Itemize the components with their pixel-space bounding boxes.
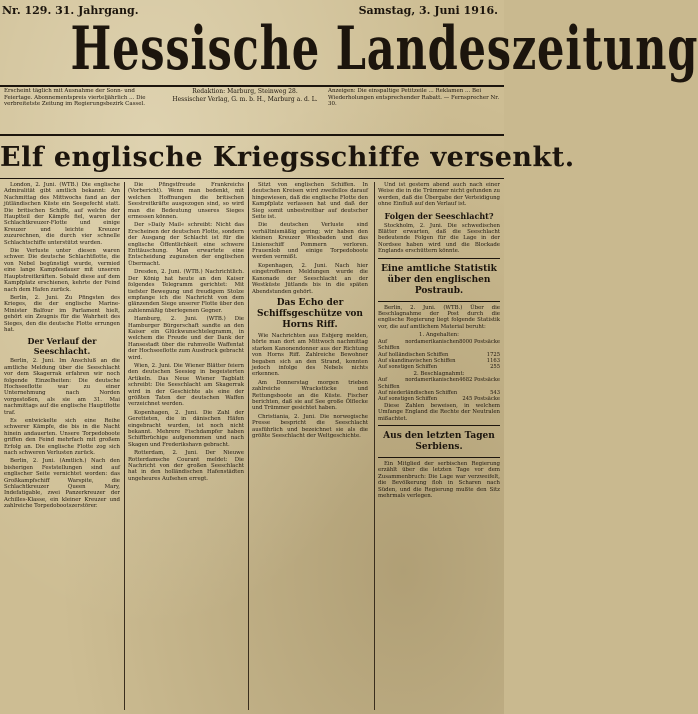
issue-date: Samstag, 3. Juni 1916. — [358, 4, 498, 17]
section-heading: Aus den letzten Tagen Serbiens. — [383, 430, 495, 452]
table-cell: Auf sonstigen Schiffen — [378, 396, 438, 403]
table-cell: 1163 — [486, 357, 500, 364]
table-cell: Auf skandinavischen Schiffen — [378, 357, 456, 364]
article-paragraph: Berlin, 2. Juni. (WTB.) Über die Beschlagnahme der Post durch die englische Regierung liegt folgende Statistik vor, die auf amtlichem Material beruht: — [378, 304, 500, 330]
main-headline: Elf englische Kriegsschiffe versenkt. — [0, 142, 575, 173]
article-paragraph: Dresden, 2. Juni. (WTB.) Nachrichtlich. Der König hat heute an den Kaiser folgendes Telegramm gerichtet: Mit tiefster Bewegung und freudigem Stolze empfange ich die Nachricht von dem glänzenden Siege unserer Flotte über den zahlenmäßig überlegenen Gegner. — [128, 269, 244, 314]
table-cell: 4682 Postsäcke — [459, 377, 500, 384]
article-paragraph: Wien, 2. Juni. Die Wiener Blätter feiern den deutschen Seesieg in begeisterten Artikeln. Das Neue Wiener Tagblatt schreibt: Die Seeschlacht am Skagerrak wird in der Geschichte als eine der größten Taten der deutschen Waffen verzeichnet werden. — [128, 362, 244, 408]
article-paragraph: Die Verluste unter diesen waren schwer. Die deutsche Schlachtflotte, die von Nebel begünstigt wurde, vermied eine lange Kampfesdauer mit unseren Hauptstreitkräften. Sobald diese auf dem Kampfplatz erschienen, kehrte der Feind nach dem Hafen zurück. — [4, 248, 120, 293]
article-box — [378, 425, 500, 458]
article-paragraph: Die deutschen Verluste sind verhältnismäßig gering; wir haben den kleinen Kreuzer Wiesbaden und das Linienschiff Pommern verloren. Frauenlob und einige Torpedoboote werden vermißt. — [252, 222, 368, 261]
column-divider — [124, 182, 125, 710]
table-cell: 245 Postsäcke — [462, 396, 500, 403]
column-divider — [374, 182, 375, 710]
table-cell: Auf nordamerikanischen Schiffen — [378, 338, 460, 352]
publisher-address: Hessischer Verlag, G. m. b. H., Marburg a. d. L. — [172, 96, 318, 103]
table-cell: Auf holländischen Schiffen — [378, 351, 449, 358]
article-paragraph: Christiania, 2. Juni. Die norwegische Presse bespricht die Seeschlacht ausführlich und bezeichnet sie als die größte Seeschlacht der Weltgeschichte. — [252, 413, 368, 439]
article-paragraph: Am Donnerstag morgen trieben zahlreiche Wrackstücke und Rettungsboote an die Küste. Fischer berichten, daß sie auf See große Ölflecke und Trümmer gesichtet haben. — [252, 379, 368, 412]
masthead-rule — [0, 85, 504, 87]
article-paragraph: Rotterdam, 2. Juni. Der Nieuwe Rotterdamsche Courant meldet: Die Nachricht von der großen Seeschlacht hat in den holländischen Hafenstädten ungeheures Aufsehen erregt. — [128, 450, 244, 482]
article-paragraph: Hamburg, 2. Juni. (WTB.) Die Hamburger Bürgerschaft sandte an den Kaiser ein Glückwunschtelegramm, in welchem die Freude und der Dank der Hansestadt über die ruhmvolle Waffentat der Hochseeflotte zum Ausdruck gebracht wird. — [128, 316, 244, 361]
article-paragraph: Sitzt von englischen Schiffen. In deutschen Kreisen wird zweifellos darauf hingewiesen, daß die englische Flotte den Kampfplatz verlassen hat und daß der Sieg somit unbestreitbar auf deutscher Seite ist. — [252, 182, 368, 221]
section-heading: Eine amtliche Statistik über den englischen Postraub. — [381, 263, 497, 296]
section-heading: Folgen der Seeschlacht? — [384, 210, 494, 221]
article-paragraph: Die Pfingstfreude Frankreichs (Vorbericht). Wenn man bedenkt, mit welchen Hoffnungen die britischen Seestreitkräfte ausgezogen sind, so wird man die Bedeutung unseres Sieges ermessen können. — [128, 182, 244, 221]
statistics-table-2 — [378, 377, 500, 403]
statistics-box — [378, 258, 500, 302]
subheader-rule — [0, 134, 504, 136]
article-paragraph: Berlin, 2. Juni. (Amtlich.) Nach den bisherigen Feststellungen sind auf englischer Seite vernichtet worden: das Großkampfschiff Warspite, die Schlachtkreuzer Queen Mary, Indefatigable, zwei Panzerkreuzer der Achilles-Klasse, ein kleiner Kreuzer und zahlreiche Torpedobootszerstörer. — [4, 458, 120, 510]
section-heading: Das Echo der Schiffsgeschütze von Horns Riff. — [257, 297, 363, 330]
article-paragraph: London, 2. Juni. (WTB.) Die englische Admiralität gibt amtlich bekannt: Am Nachmittag des Mittwochs fand an der jütländischen Küste ein Seegefecht statt. Die britischen Schiffe, auf welche der Hauptteil der Kämpfe fiel, waren der Schlachtkreuzer-Flotte und einige Kreuzer und leichte Kreuzer zuzurechnen, die durch vier schnelle Schlachtschiffe unterstützt wurden. — [4, 182, 120, 246]
article-column-3 — [252, 182, 368, 710]
issue-number: Nr. 129. 31. Jahrgang. — [2, 4, 139, 17]
article-paragraph: Kopenhagen, 2. Juni. Die Zahl der Geretteten, die in dänischen Häfen eingebracht wurden, ist noch nicht bekannt. Mehrere Fischdampfer haben Schiffbrüchige aufgenommen und nach Skagen und Frederikshavn gebracht. — [128, 409, 244, 448]
headline-rule — [0, 178, 504, 179]
masthead-title: Hessische Landeszeitung — [70, 14, 698, 84]
table-cell: Auf sonstigen Schiffen — [378, 364, 438, 371]
editorial-address: Redaktion: Marburg, Steinweg 28. — [192, 88, 298, 95]
table-heading: 1. Angehalten: — [419, 332, 459, 339]
article-paragraph: Ein Mitglied der serbischen Regierung erzählt über die letzten Tage vor dem Zusammenbruch: Die Lage war verzweifelt, die Bevölkerung floh in Scharen nach Süden, und die Regierung mußte den Sitz mehrmals verlegen. — [378, 460, 500, 499]
article-column-4 — [378, 182, 500, 710]
article-column-1 — [4, 182, 120, 710]
table-cell: 1725 — [486, 351, 500, 358]
article-paragraph: Berlin, 2. Juni. Im Anschluß an die amtliche Meldung über die Seeschlacht vor dem Skagerrak erfahren wir noch folgende Einzelheiten: Die deutsche Hochseeflotte war zu einer Unternehmung nach Norden vorgestoßen, als sie am 31. Mai nachmittags auf die englische Hauptflotte traf. — [4, 358, 120, 416]
article-paragraph: Es entwickelte sich eine Reihe schwerer Kämpfe, die bis in die Nacht hinein andauerten. Unsere Torpedoboote griffen den Feind mehrfach mit großem Erfolg an. Die englische Flotte zog sich nach schweren Verlusten zurück. — [4, 418, 120, 457]
article-column-2 — [128, 182, 244, 710]
article-paragraph: Berlin, 2. Juni. Zu Pfingsten des Krieges, die der englische Marine-Minister Balfour im Parlament hielt, gehört ein Zeugnis für die Wahrheit des Sieges, den die deutsche Flotte errungen hat. — [4, 294, 120, 333]
table-cell: 8000 Postsäcke — [459, 338, 500, 345]
subheader-right: Anzeigen: Die einspaltige Petitzeile ... Reklamen ... Bei Wiederholungen entsprechender Rabatt. — Fernsprecher Nr. 30. — [328, 88, 500, 107]
article-paragraph: Diese Zahlen beweisen, in welchem Umfange England die Rechte der Neutralen mißachtet. — [378, 402, 500, 422]
subheader-left: Erscheint täglich mit Ausnahme der Sonn- und Feiertage. Abonnementspreis vierteljährlich ... Die verbreitetste Zeitung im Regierungsbezirk Cassel. — [4, 88, 146, 107]
table-cell: 543 — [490, 389, 500, 396]
table-row — [378, 377, 500, 390]
article-paragraph: Wie Nachrichten aus Esbjerg melden, hörte man dort am Mittwoch nachmittag starken Kanonendonner aus der Richtung von Horns Riff. Zahlreiche Bewohner begaben sich an den Strand, konnten jedoch infolge des Nebels nichts erkennen. — [252, 332, 368, 378]
section-heading: Der Verlauf der Seeschlacht. — [27, 336, 97, 357]
article-paragraph: Und ist gestern abend auch nach einer Weise die in die Trümmer nicht gefunden zu werden, daß die Übergabe der Verteidigung ohne Einfluß auf den Verlauf ist. — [378, 182, 500, 208]
article-paragraph: Der »Daily Mail« schreibt: Nicht das Erscheinen der deutschen Flotte, sondern der Ausgang der Schlacht ist für die englische Öffentlichkeit eine schwere Enttäuschung. Man erwartete eine Entscheidung zugunsten der englischen Übermacht. — [128, 222, 244, 267]
article-paragraph: Kopenhagen, 2. Juni. Nach hier eingetroffenen Meldungen wurde die Kanonade der Seeschlacht an der Westküste Jütlands bis in die späten Abendstunden gehört. — [252, 262, 368, 295]
table-heading: 2. Beschlagnahmt: — [413, 370, 465, 377]
table-cell: Auf niederländischen Schiffen — [378, 389, 458, 396]
table-cell: 255 — [490, 364, 500, 371]
article-paragraph: Stockholm, 2. Juni. Die schwedischen Blätter erwarten, daß die Seeschlacht bedeutende Folgen für die Lage in der Nordsee haben wird und die Blockade Englands erschüttern könnte. — [378, 222, 500, 255]
table-cell: Auf nordamerikanischen Schiffen — [378, 377, 460, 390]
subheader-middle — [170, 88, 320, 132]
column-divider — [248, 182, 249, 710]
table-row — [378, 339, 500, 352]
statistics-table-1 — [378, 339, 500, 371]
